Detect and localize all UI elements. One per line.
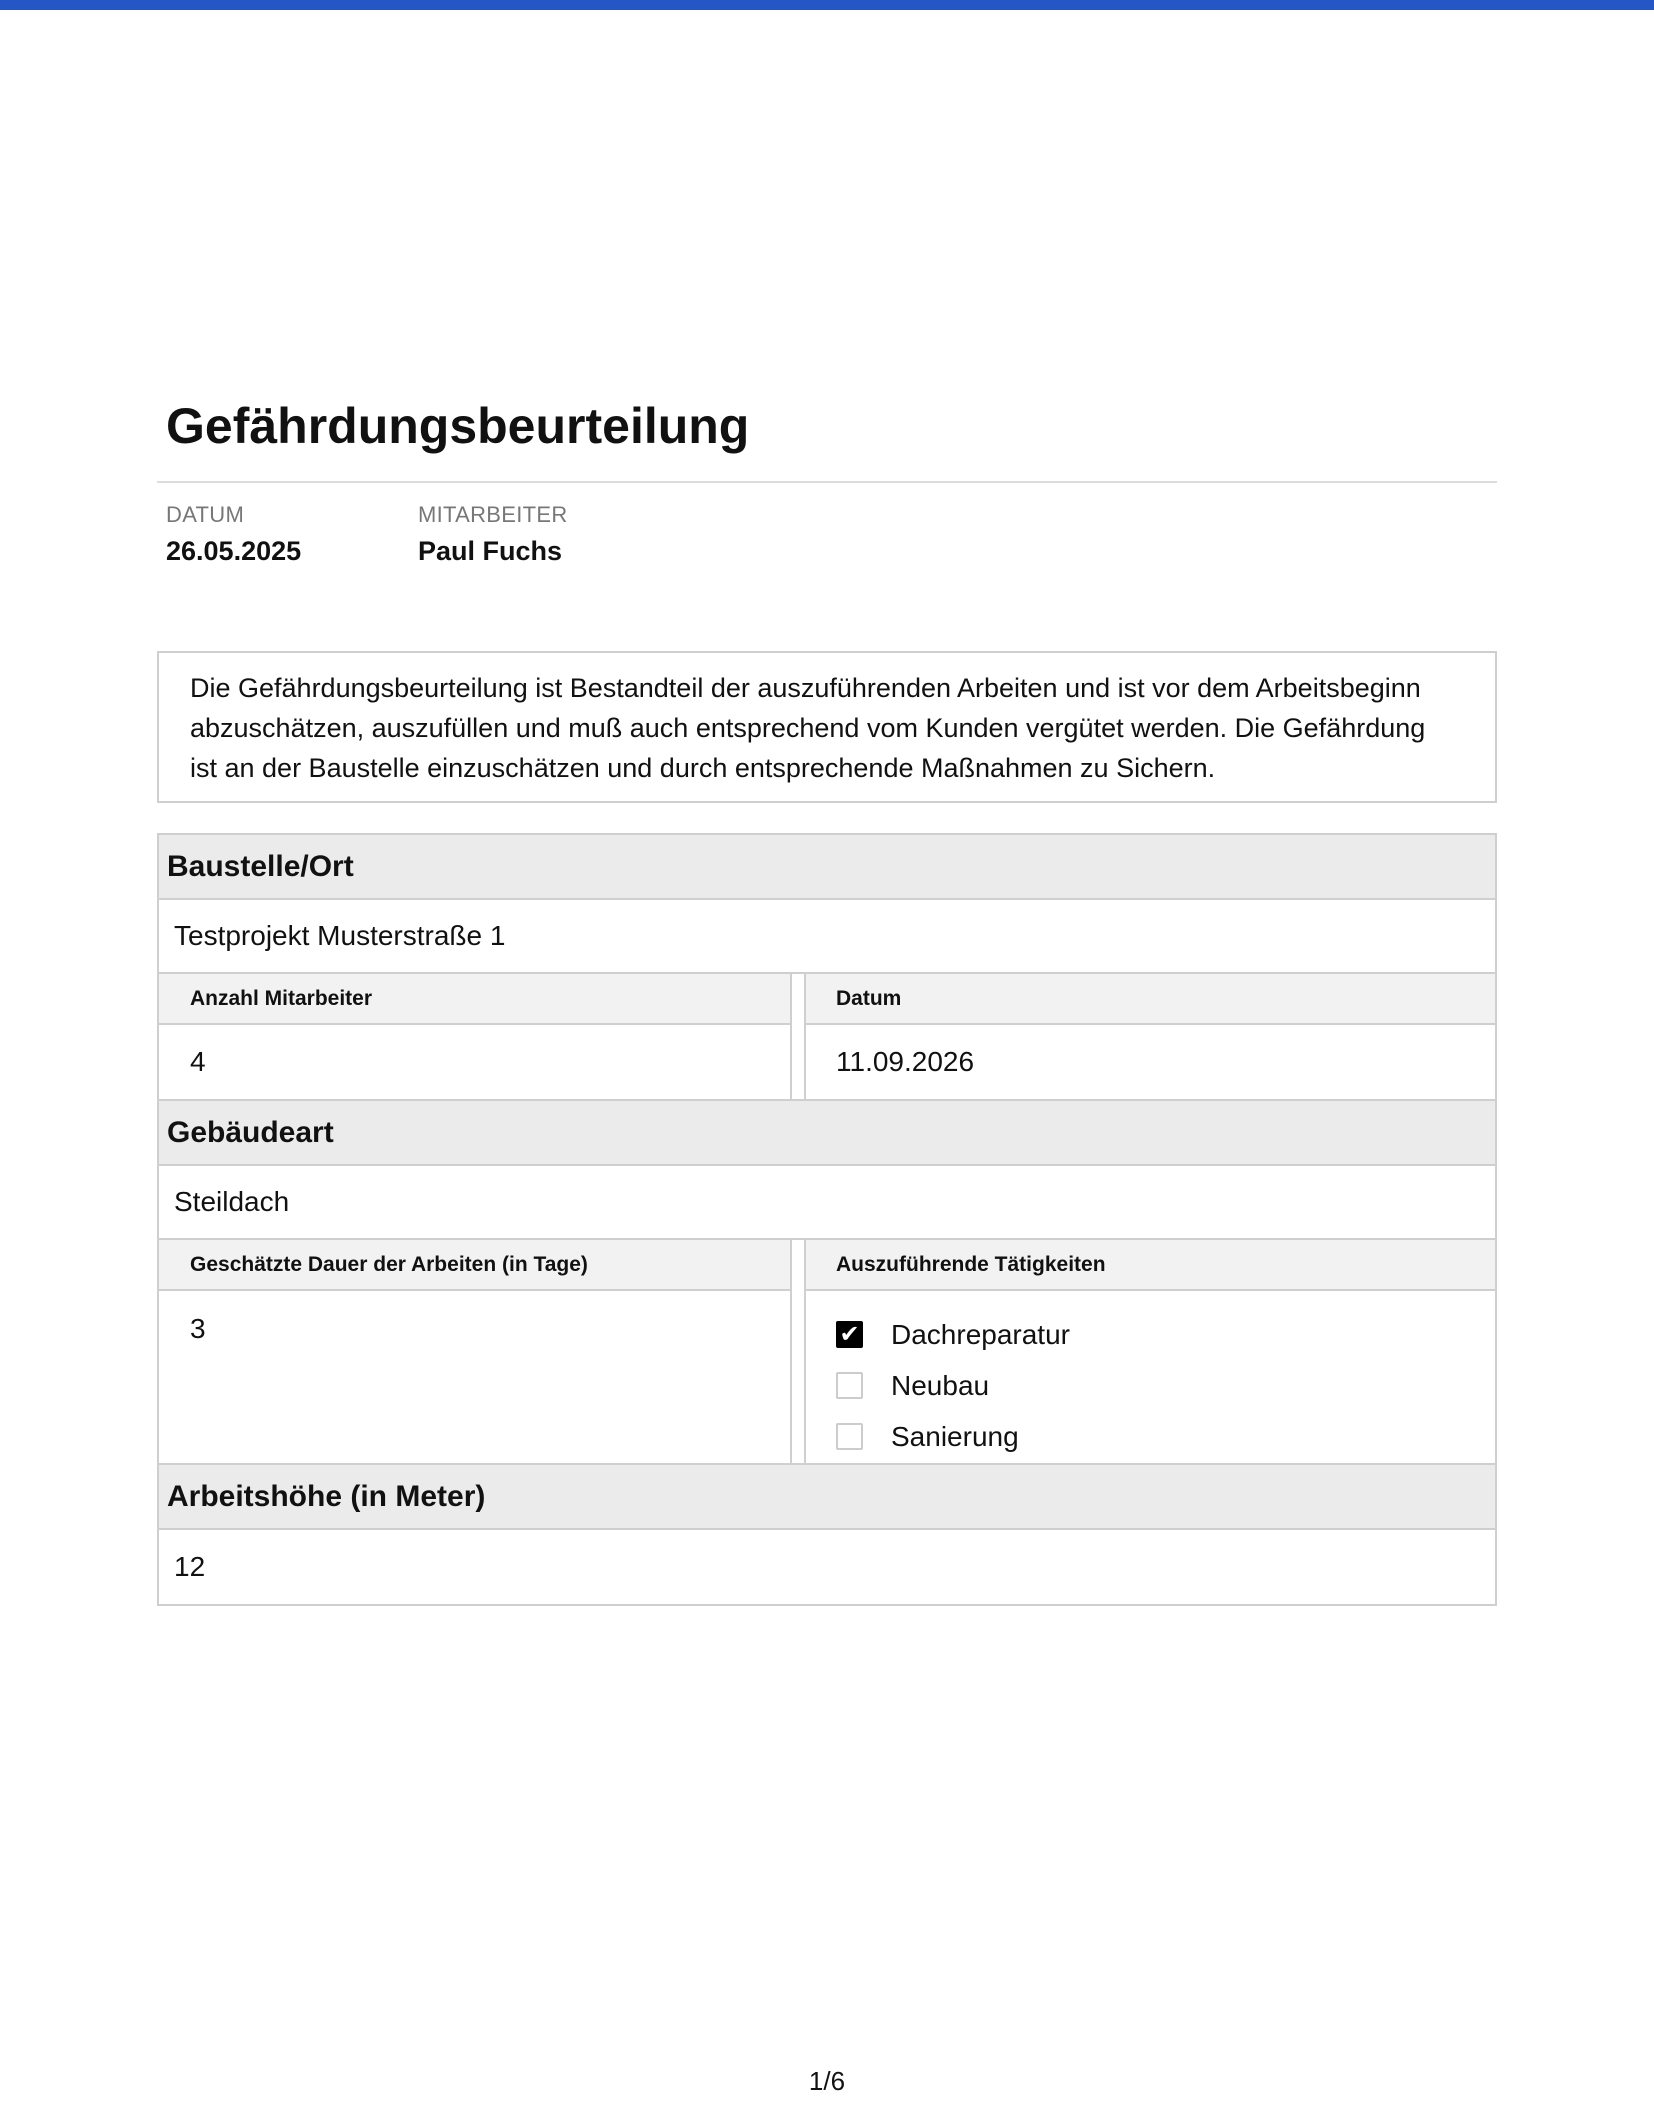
date-label: Datum — [806, 974, 1495, 1025]
duration-label: Geschätzte Dauer der Arbeiten (in Tage) — [159, 1240, 790, 1291]
meta-employee-value: Paul Fuchs — [418, 536, 563, 567]
activity-option-label: Dachreparatur — [891, 1318, 1070, 1350]
top-accent-bar — [0, 0, 1654, 10]
checkbox-dachreparatur[interactable] — [836, 1321, 863, 1348]
building-type-header: Gebäudeart — [159, 1101, 1495, 1166]
document-title: Gefährdungsbeurteilung — [166, 398, 750, 454]
title-divider — [157, 481, 1497, 483]
check-mark-icon: ✔ — [839, 1320, 860, 1348]
intro-line-1: Die Gefährdungsbeurteilung ist Bestandteil der auszuführenden Arbeiten und ist vor dem Arbeitsbeginn — [190, 673, 1421, 703]
employee-count-label: Anzahl Mitarbeiter — [159, 974, 790, 1025]
assessment-form — [157, 833, 1497, 1606]
working-height-header: Arbeitshöhe (in Meter) — [159, 1465, 1495, 1530]
meta-date — [166, 502, 301, 568]
duration-value[interactable]: 3 — [190, 1313, 206, 1344]
date-cell — [806, 974, 1495, 1099]
activities-cell — [806, 1240, 1495, 1463]
activities-label: Auszuführende Tätigkeiten — [806, 1240, 1495, 1291]
activity-option[interactable] — [836, 1411, 1495, 1462]
meta-date-value: 26.05.2025 — [166, 536, 302, 567]
duration-cell — [159, 1240, 792, 1463]
employee-count-cell — [159, 974, 792, 1099]
column-gap — [792, 1240, 806, 1463]
building-type-value[interactable]: Steildach — [159, 1166, 1495, 1240]
activity-option-label: Sanierung — [891, 1420, 1019, 1452]
activity-option-label: Neubau — [891, 1369, 990, 1401]
meta-employee-label: MITARBEITER — [418, 502, 568, 527]
working-height-value[interactable]: 12 — [174, 1551, 206, 1582]
intro-line-2: abzuschätzen, auszufüllen und muß auch entsprechend vom Kunden vergütet werden. Die Gefährdung — [190, 713, 1426, 743]
employee-count-value[interactable]: 4 — [190, 1046, 206, 1077]
intro-line-3: ist an der Baustelle einzuschätzen und durch entsprechende Maßnahmen zu Sichern. — [190, 753, 1216, 783]
site-value[interactable]: Testprojekt Musterstraße 1 — [159, 900, 1495, 974]
activity-option[interactable] — [836, 1360, 1495, 1411]
checkbox-neubau[interactable] — [836, 1372, 863, 1399]
activity-option[interactable] — [836, 1309, 1495, 1360]
intro-notice — [157, 651, 1497, 803]
site-header: Baustelle/Ort — [159, 835, 1495, 900]
column-gap — [792, 974, 806, 1099]
meta-employee — [418, 502, 568, 568]
checkbox-sanierung[interactable] — [836, 1423, 863, 1450]
meta-date-label: DATUM — [166, 502, 245, 527]
date-value[interactable]: 11.09.2026 — [836, 1046, 975, 1077]
activities-options — [806, 1291, 1495, 1463]
employee-date-row — [159, 974, 1495, 1101]
duration-activities-row — [159, 1240, 1495, 1465]
page-number: 1/6 — [808, 2066, 846, 2096]
